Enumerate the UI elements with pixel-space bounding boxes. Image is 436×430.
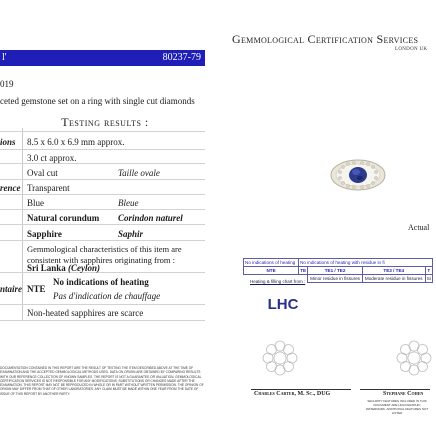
row-divider	[0, 320, 205, 321]
treatment-value-fr: Pas d'indication de chauffage	[53, 291, 161, 301]
treatment-value: No indications of heating	[53, 277, 149, 287]
heating-table-header-nte: No indications of heating	[244, 259, 299, 267]
lhc-logo	[268, 292, 298, 314]
legal-disclaimer: DOCUMENTATION CONTAINED IN THIS REPORT ARE THE RESULT OF TESTING THE ITEM DESCRIBED ABOVE AT THE TIME OF EXAMINATION AND THE ACCEPTED GEMMOLOGICAL METHODS USED. DATA ON ORIGIN ARE OBTAINED BY COMPARING RESULTS WITH OUR REFERENCE COLLECTION OF KNOWN SAMPLES. THE REPORT IS NOT A GUARANTEE OR VALUATION. GEMMOLOGICAL CERTIFICATION SERVICES IS NOT RESPONSIBLE FOR ANY MODIFICATIONS, SUBSTITUTIONS OR CHANGES MADE AFTER THE EXAMINATION. THIS REPORT MAY NOT BE REPRODUCED IN WHOLE OR IN PART WITHOUT WRITTEN PERMISSION. THE OPINION OF ORIGIN MAY DIFFER FROM THAT OF OTHER LABORATORIES. ANY CLAIM MUST BE MADE WITHIN ONE YEAR FROM THE DATE OF ISSUE OF THIS REPORT BY ANOTHER PARTY.	[0, 366, 204, 396]
identification-value-fr: Corindon naturel	[118, 213, 183, 223]
treatment-code: NTE	[27, 284, 46, 294]
report-header-bar	[0, 50, 205, 66]
origin-country: Sri Lanka	[27, 263, 66, 273]
origin-alt-name: (Ceylon)	[68, 263, 101, 273]
row-divider	[0, 209, 205, 210]
cut-value: Oval cut	[27, 168, 58, 178]
security-note: SECURITY FEATURES INCLUDED IN THIS DOCUMENT ARE HOLOGRAPHIC WATERMARK, ADDITIONAL FEATURES NOT LISTED	[365, 399, 429, 415]
heating-code-te: TE	[300, 267, 307, 273]
report-date: 019	[0, 79, 14, 89]
variety-value-fr: Saphir	[118, 229, 144, 239]
row-divider	[0, 194, 205, 195]
row-label-treatment: ntaire	[0, 284, 23, 294]
heating-desc-minor: Minor residue in fissures	[308, 275, 363, 283]
heating-code-te1-te2: TE1 / TE2	[308, 267, 363, 275]
row-divider	[0, 304, 205, 305]
row-divider	[0, 131, 205, 132]
heating-table-header-residue: No indications of heating with residue in fi	[299, 259, 433, 267]
results-heading: Testing results :	[61, 115, 149, 129]
colour-value-fr: Bleue	[118, 198, 139, 208]
photo-caption: Actual	[408, 223, 430, 232]
signer-right: Stephane Cohen	[383, 391, 424, 397]
remark-value: Non-heated sapphires are scarce	[27, 308, 144, 318]
origin-note: Gemmological characteristics of this item are consistent with sapphires originating from :	[27, 244, 182, 265]
row-label-dimensions: ions	[0, 137, 16, 147]
signer-left: Charles Carter, M. Sc., DUG	[254, 391, 331, 397]
row-divider	[0, 240, 205, 241]
organization-name: Gemmological Certification Services	[232, 32, 419, 46]
watermark-emblem-left	[258, 336, 302, 380]
heating-code-t: T	[425, 267, 432, 275]
heating-desc-significant: Si	[426, 275, 431, 281]
heating-code-nte: NTE	[244, 267, 299, 275]
heating-desc-moderate: Moderate residue in fissures	[362, 275, 425, 283]
organization-location: LONDON UK	[395, 47, 428, 52]
lhc-logo-text: LHC	[267, 296, 299, 313]
variety-value: Sapphire	[27, 229, 62, 239]
signature-line-left	[251, 389, 351, 390]
ring-photo	[328, 150, 388, 200]
signature-line-right	[360, 389, 430, 390]
row-divider	[0, 163, 205, 164]
watermark-emblem-right	[392, 336, 436, 380]
identification-value: Natural corundum	[27, 213, 100, 223]
dimensions-value: 8.5 x 6.0 x 6.9 mm approx.	[27, 137, 125, 147]
row-divider	[0, 224, 205, 225]
row-divider	[0, 179, 205, 180]
transparency-value: Transparent	[27, 183, 70, 193]
row-label-transparency: rence	[0, 183, 21, 193]
report-number: 80237-79	[162, 52, 201, 63]
report-bar-label: l'	[2, 52, 7, 63]
item-description: ceted gemstone set on a ring with single cut diamonds	[0, 96, 195, 106]
weight-value: 3.0 ct approx.	[27, 153, 77, 163]
cut-value-fr: Taille ovale	[118, 168, 160, 178]
heating-code-te3-te4: TE3 / TE4	[362, 267, 425, 275]
row-divider	[0, 149, 205, 150]
colour-value: Blue	[27, 198, 44, 208]
heating-chart-source: Heating & filling chart from :	[250, 279, 306, 284]
origin-value	[27, 263, 100, 273]
